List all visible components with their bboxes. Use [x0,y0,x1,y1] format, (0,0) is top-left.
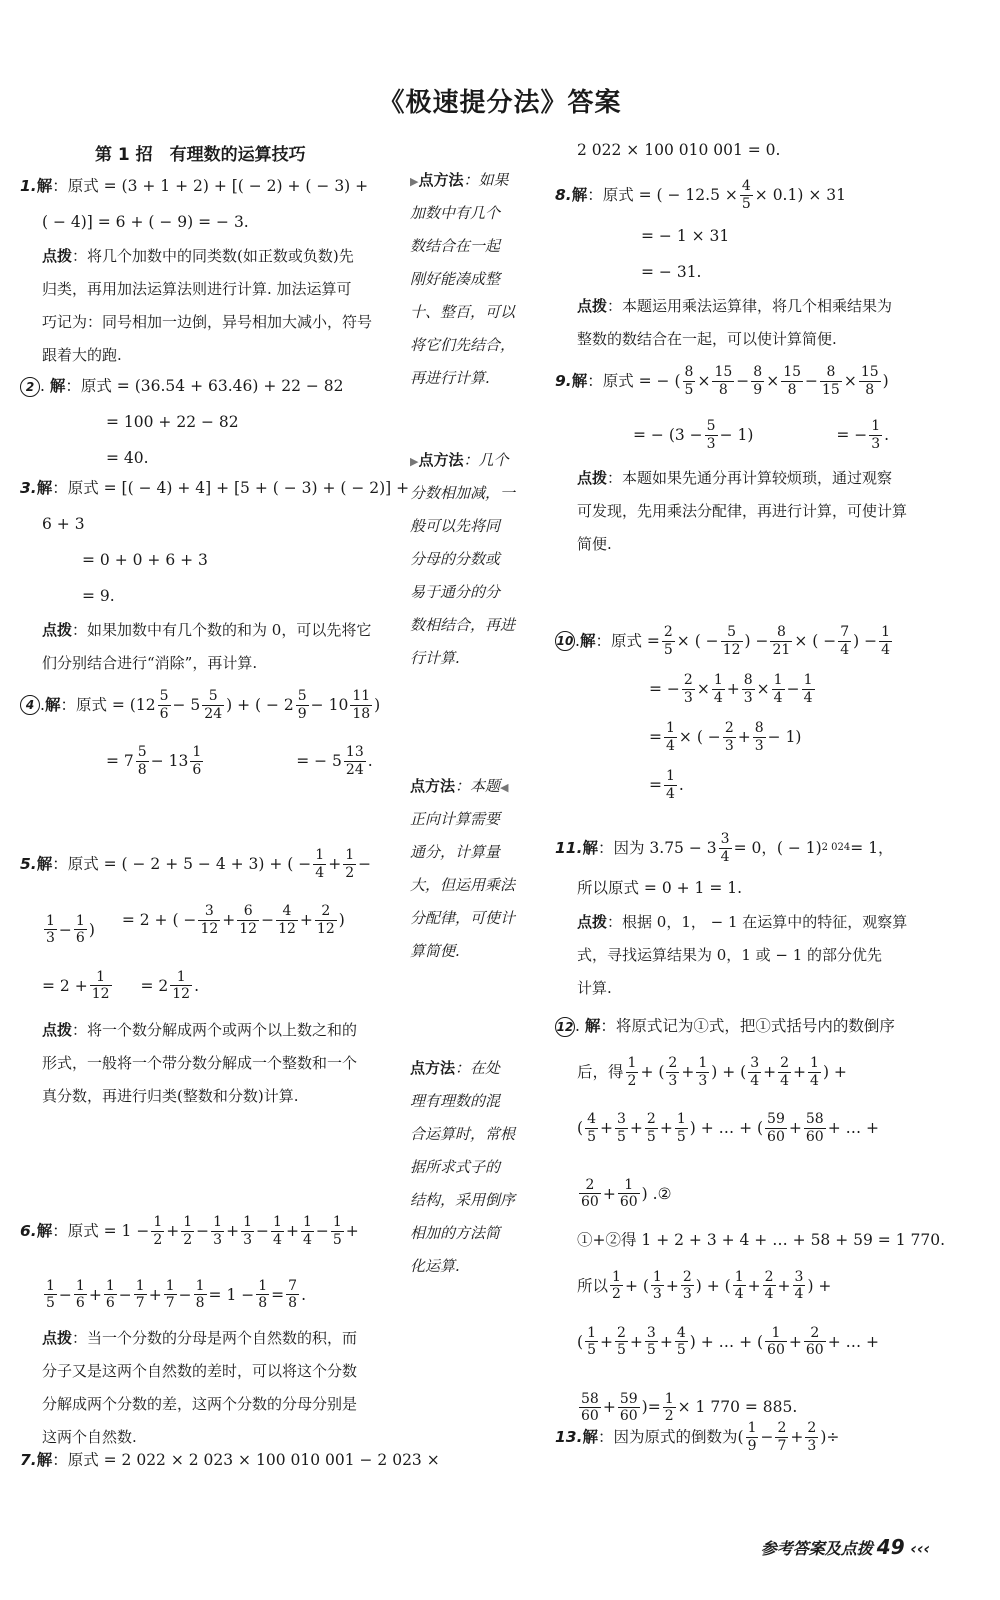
answer-q1: 1.解：原式 = (3 + 1 + 2) + [( − 2) + ( − 3) + ( − 4)] = 6 + ( − 9) = − 3. 点拨：将几个加数中的同类数(如正数或负数)先 归类，再用加法运算法则进行计算. 加法运算可 巧记为：同号相加一边倒，异号相加大减小，符号 跟着大的跑. [20,168,405,372]
tip-q11: 点拨：根据 0，1， − 1 在运算中的特征，观察算 式，寻找运算结果为 0，1 或 − 1 的部分优先 计算. [577,913,908,997]
tip-q9: 点拨：本题如果先通分再计算较烦琐，通过观察 可发现，先用乘法分配律，再进行计算，可使计算 简便. [577,469,908,553]
tip-q1: 点拨：将几个加数中的同类数(如正数或负数)先 归类，再用加法运算法则进行计算. 加法运算可 巧记为：同号相加一边倒，异号相加大减小，符号 跟着大的跑. [42,247,373,364]
method-note-2: ▶点方法：几个 分数相加减，一 般可以先将同 分母的分数或 易于通分的分 数相结合，再进 行计算. [410,451,516,667]
answer-q3: 3.解：原式 = [( − 4) + 4] + [5 + ( − 3) + ( − 2)] + 6 + 3 = 0 + 0 + 6 + 3 = 9. 点拨：如果加数中有几个数的和为 0，可以先将它 们分别结合进行“消除”，再计算. [20,470,405,680]
triangle-marker-icon: ◀ [500,781,509,794]
answer-q2: 2 . 解：原式 = (36.54 + 63.46) + 22 − 82 = 100 + 22 − 82 = 40. [20,368,405,476]
section-heading: 第 1 招 有理数的运算技巧 [95,145,306,165]
page-number: 49 [876,1535,905,1559]
answer-q6: 6. 解 ：原式 = 1 − $\frac{1}{2}$ + $\frac{1}{2}$ − $\frac{1}{3}$ + $\frac{1}{3}$ − $\frac{1}{4}$ + $\frac{1}{4}$ − $\frac{1}{5}$ + $\frac{1}{5}$ − $\frac{1}{6}$ + $\frac{1}{6}$ − $\frac{1}{7}$ + $\frac{1}{7}$ − $\frac{1}{8}$ = 1 − $\frac{1}{8}$ = $\frac{7}{8}$ . 点拨：当一个分数的分母是两个自然数的积，而 分子又是这两个自然数的差时，可以将这个分数 分解成两个分数的差，这两个分数的分母分别是 这两个自然数. [20,1204,405,1454]
tip-q8: 点拨：本题运用乘法运算律，将几个相乘结果为 整数的数结合在一起，可以使计算简便. [577,297,893,348]
answer-q11: 11. 解 ：因为 3.75 − 3 $\frac{3}{4}$ = 0，( − 1) 2 024 = 1， 所以原式 = 0 + 1 = 1. 点拨：根据 0，1， − 1 在运算中的特征，观察算 式，寻找运算结果为 0，1 或 − 1 的部分优先 计算. [555,826,925,1005]
answer-q12: 12 . 解：将原式记为①式，把①式括号内的数倒序 后，得 $\frac{1}{2}$ + ( $\frac{2}{3}$ + $\frac{1}{3}$ ) + ( $\frac{3}{4}$ + $\frac{2}{4}$ + $\frac{1}{4}$ ) + ( $\frac{4}{5}$ + $\frac{3}{5}$ + $\frac{2}{5}$ + $\frac{1}{5}$ ) + … + ( $\frac{59}{60}$ + $\frac{58}{60}$ + … + $\frac{2}{60}$ + $\frac{1}{60}$ ) . ② ①+②得 1 + 2 + 3 + 4 + … + 58 + 59 = 1 770. 所以 $\frac{1}{2}$ + ( $\frac{1}{3}$ + $\frac{2}{3}$ ) + ( $\frac{1}{4}$ + $\frac{2}{4}$ + $\frac{3}{4}$ ) + ( $\frac{1}{5}$ + $\frac{2}{5}$ + $\frac{3}{5}$ + $\frac{4}{5}$ ) + … + ( $\frac{1}{60}$ + $\frac{2}{60}$ + … + $\frac{58}{60}$ + $\frac{59}{60}$ ) = $\frac{1}{2}$ × 1 770 = 885. [556,1017,945,1424]
answer-q4: 4 . 解 ：原式 = (12 $\frac{5}{6}$ − 5 $\frac{5}{24}$ ) + ( − 2 $\frac{5}{9}$ − 10 $\frac{11}{18}$ ) = 7 $\frac{5}{8}$ − 13 $\frac{1}{6}$ = − 5 $\frac{13}{24}$ . [20,676,405,789]
answer-q10: 10 . 解 ：原式 = $\frac{2}{5}$ × ( − $\frac{5}{12}$ ) − $\frac{8}{21}$ × ( − $\frac{7}{4}$ ) − $\frac{1}{4}$ = − $\frac{2}{3}$ × $\frac{1}{4}$ + $\frac{8}{3}$ × $\frac{1}{4}$ − $\frac{1}{4}$ = $\frac{1}{4}$ × ( − $\frac{2}{3}$ + $\frac{8}{3}$ − 1) = $\frac{1}{4}$ . [556,624,891,802]
tip-q3: 点拨：如果加数中有几个数的和为 0，可以先将它 们分别结合进行“消除”，再计算. [42,621,372,672]
answer-q5: 5. 解 ：原式 = ( − 2 + 5 − 4 + 3) + ( − $\frac{1}{4}$ + $\frac{1}{2}$ − $\frac{1}{3}$ − $\frac{1}{6}$ ) = 2 + ( − $\frac{3}{12}$ + $\frac{6}{12}$ − $\frac{4}{12}$ + $\frac{2}{12}$ ) = 2 + $\frac{1}{12}$ = 2 $\frac{1}{12}$ . 点拨：将一个数分解成两个或两个以上数之和的 形式，一般将一个带分数分解成一个整数和一个 真分数，再进行归类(整数和分数)计算. [20,836,405,1113]
answer-q7-continued: 2 022 × 100 010 001 = 0. [577,141,781,159]
footer-label: 参考答案及点拨 [760,1539,873,1558]
answer-q13: 13. 解 ：因为原式的倒数为 ( $\frac{1}{9}$ − $\frac{2}{7}$ + $\frac{2}{3}$ ) ÷ [555,1420,840,1454]
tip-q5: 点拨：将一个数分解成两个或两个以上数之和的 形式，一般将一个带分数分解成一个整数和一个 真分数，再进行归类(整数和分数)计算. [42,1020,358,1105]
page-footer [761,1535,930,1559]
method-note-1: ▶点方法：如果 加数中有几个 数结合在一起 刚好能凑成整 十、整百，可以 将它们先结合， 再进行计算. [410,171,516,387]
triple-chevron-icon: ‹‹‹ [910,1539,930,1558]
method-note-4: 点方法：在处 理有理数的混 合运算时，常根 据所求式子的 结构，采用倒序 相加的方法简 化运算. [410,1059,516,1275]
triangle-marker-icon: ▶ [410,175,419,188]
answer-q9: 9. 解 ：原式 = − ( $\frac{8}{5}$ × $\frac{15}{8}$ − $\frac{8}{9}$ × $\frac{15}{8}$ − $\frac{8}{15}$ × $\frac{15}{8}$ ) = − (3 − $\frac{5}{3}$ − 1) = − $\frac{1}{3}$ . 点拨：本题如果先通分再计算较烦琐，通过观察 可发现，先用乘法分配律，再进行计算，可使计算 简便. [555,354,925,561]
method-note-3: 点方法：本题◀ 正向计算需要 通分，计算量 大，但运用乘法 分配律，可使计 算简便. [410,777,516,960]
answer-q7: 7.解：原式 = 2 022 × 2 023 × 100 010 001 − 2 023 × [20,1451,440,1469]
tip-q6: 点拨：当一个分数的分母是两个自然数的积，而 分子又是这两个自然数的差时，可以将这个分数 分解成两个分数的差，这两个分数的分母分别是 这两个自然数. [42,1328,358,1446]
page-title: 《极速提分法》答案 [378,88,622,118]
answer-q8: 8. 解 ：原式 = ( − 12.5 × $\frac{4}{5}$ × 0.1) × 31 = − 1 × 31 = − 31. 点拨：本题运用乘法运算律，将几个相乘结果为 整数的数结合在一起，可以使计算简便. [555,172,925,356]
triangle-marker-icon: ▶ [410,455,419,468]
